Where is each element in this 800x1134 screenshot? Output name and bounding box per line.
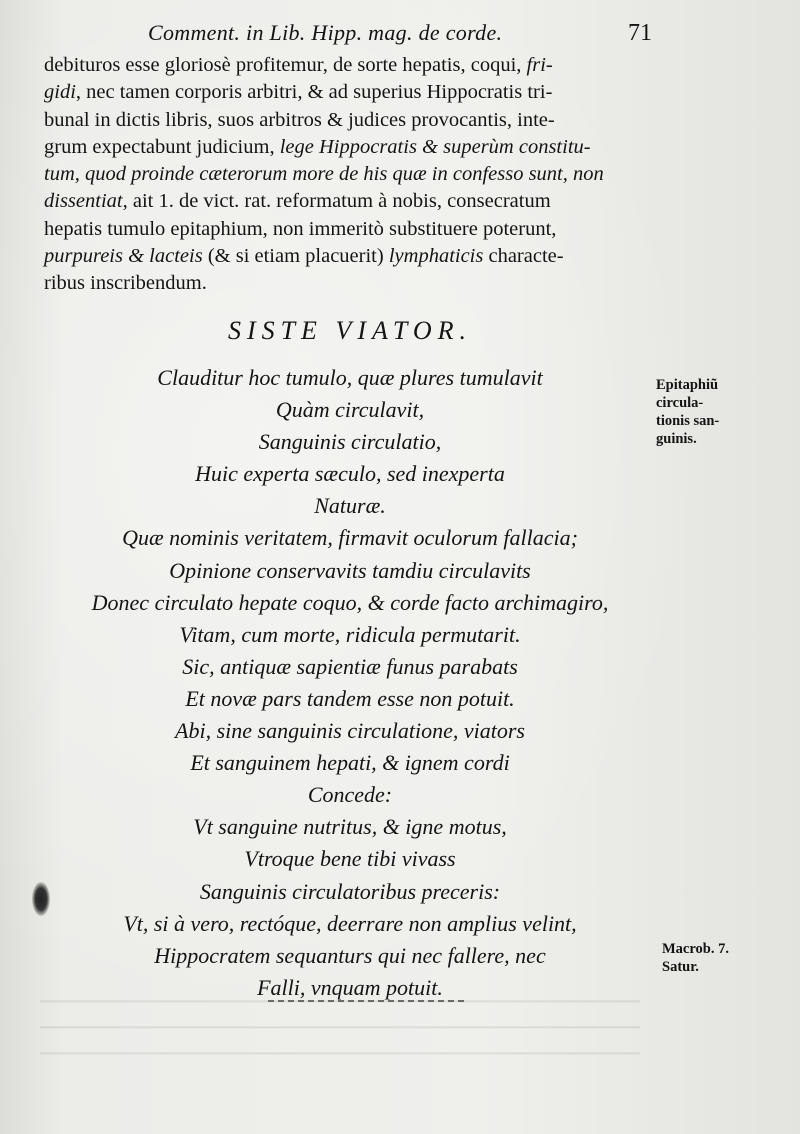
body-line: bunal in dictis libris, suos arbitros & judices provocantis, inte- bbox=[44, 108, 555, 131]
body-line: tum, quod proinde cæterorum more de his quæ in confesso sunt, non bbox=[44, 163, 604, 186]
epitaph-line: Naturæ. bbox=[314, 493, 386, 519]
body-line: gidi, nec tamen corporis arbitri, & ad superius Hippocratis tri- bbox=[44, 81, 553, 104]
body-line: dissentiat, ait 1. de vict. rat. reformatum à nobis, consecratum bbox=[44, 190, 551, 213]
ink-smudge bbox=[32, 882, 50, 916]
epitaph-line: Vt, si à vero, rectóque, deerrare non amplius velint, bbox=[123, 910, 577, 936]
epitaph-line: Vt sanguine nutritus, & igne motus, bbox=[193, 814, 507, 840]
epitaph-line: Vitam, cum morte, ridicula permutarit. bbox=[179, 621, 521, 647]
epitaph-line: Abi, sine sanguinis circulatione, viators bbox=[175, 718, 525, 744]
page-number: 71 bbox=[628, 20, 652, 46]
page-header bbox=[0, 14, 800, 50]
margin-note-line: Epitaphiũ bbox=[656, 377, 719, 393]
running-title: Comment. in Lib. Hipp. mag. de corde. bbox=[148, 20, 503, 45]
epitaph-line: Sanguinis circulatoribus preceris: bbox=[199, 878, 501, 904]
margin-note-line: guinis. bbox=[656, 431, 697, 447]
epitaph-line: Hippocratem sequanturs qui nec fallere, nec bbox=[154, 942, 546, 968]
body-line: purpureis & lacteis (& si etiam placuerit) lymphaticis characte- bbox=[44, 245, 564, 268]
margin-note-line: Satur. bbox=[662, 959, 699, 975]
epitaph-line: Clauditur hoc tumulo, quæ plures tumulavit bbox=[157, 365, 543, 390]
epitaph-line: Concede: bbox=[307, 782, 393, 808]
body-line: hepatis tumulo epitaphium, non immeritò substituere poterunt, bbox=[44, 217, 557, 240]
epitaph-verse bbox=[0, 362, 700, 1004]
epitaph-line: Et novæ pars tandem esse non potuit. bbox=[185, 685, 515, 711]
show-through-text bbox=[40, 990, 640, 1070]
epitaph-line: Sic, antiquæ sapientiæ funus parabats bbox=[182, 653, 518, 679]
margin-note-epitaph bbox=[656, 376, 786, 448]
body-line: grum expectabunt judicium, lege Hippocratis & superùm constitu- bbox=[44, 135, 591, 158]
epitaph-line: Quæ nominis veritatem, firmavit oculorum fallacia; bbox=[122, 525, 578, 551]
margin-note-line: circula- bbox=[656, 395, 704, 411]
epitaph-line: Donec circulato hepate coquo, & corde facto archimagiro, bbox=[91, 589, 609, 615]
epitaph-line: Et sanguinem hepati, & ignem cordi bbox=[190, 750, 510, 776]
epitaph-line: Huic experta sæculo, sed inexperta bbox=[195, 461, 505, 487]
epitaph-line: Quàm circulavit, bbox=[275, 397, 425, 423]
ornamental-rule bbox=[268, 1000, 464, 1002]
margin-note-line: Macrob. 7. bbox=[662, 941, 729, 957]
epitaph-line: Opinione conservavits tamdiu circulavits bbox=[169, 557, 531, 583]
margin-note-macrobius bbox=[662, 940, 782, 976]
epitaph-line: Vtroque bene tibi vivass bbox=[244, 846, 456, 872]
body-line: ribus inscribendum. bbox=[44, 272, 207, 295]
body-paragraph bbox=[44, 52, 656, 298]
margin-note-line: tionis san- bbox=[656, 413, 720, 429]
epitaph-line: Sanguinis circulatio, bbox=[258, 429, 442, 455]
epitaph-heading: SISTE VIATOR. bbox=[227, 316, 473, 345]
body-line: debituros esse gloriosè profitemur, de sorte hepatis, coqui, fri- bbox=[44, 54, 553, 76]
epitaph-line: Falli, vnquam potuit. bbox=[257, 974, 443, 1000]
